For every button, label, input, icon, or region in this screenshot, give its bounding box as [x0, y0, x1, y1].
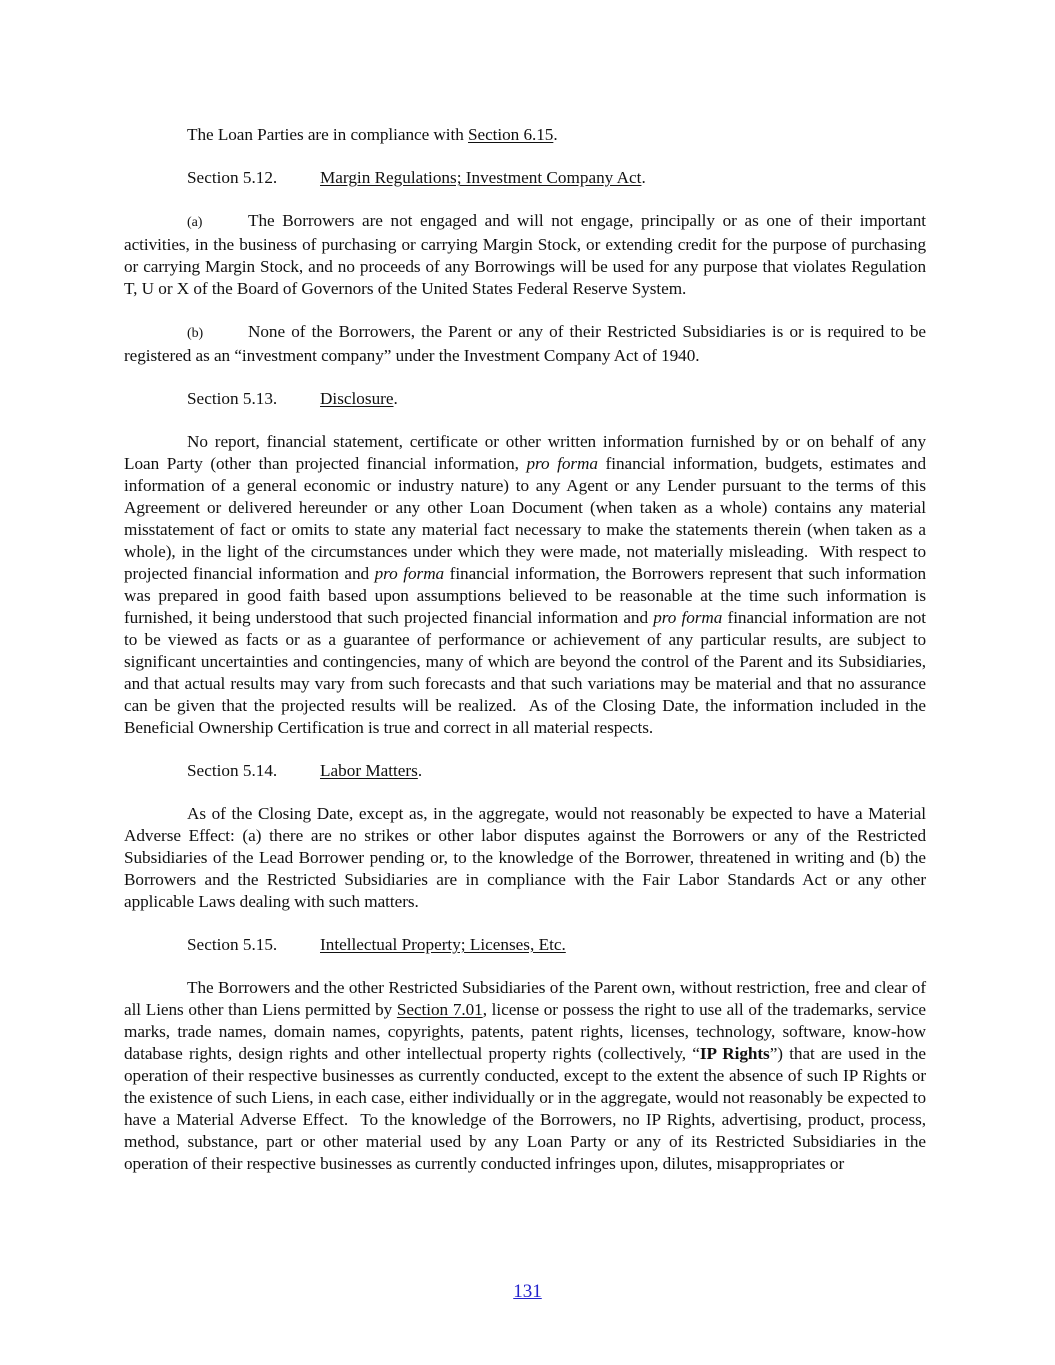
section-5-14-title: Labor Matters	[320, 761, 418, 780]
page-footer	[0, 1280, 1055, 1304]
section-6-15-reference[interactable]: Section 6.15	[468, 125, 554, 144]
section-5-12-title: Margin Regulations; Investment Company Act	[320, 168, 642, 187]
section-5-14-body: As of the Closing Date, except as, in the aggregate, would not reasonably be expected to have a Material Adverse Effect: (a) there are no strikes or other labor disputes against the Borrowers or any of the Restricted Subsidiaries of the Lead Borrower pending or, to the knowledge of the Borrower, threatened in writing and (b) the Borrowers and the Restricted Subsidiaries are in compliance with the Fair Labor Standards Act or any other applicable Laws dealing with such matters.	[124, 804, 926, 911]
section-5-15-heading: Section 5.15. Intellectual Property; Licenses, Etc.	[187, 935, 566, 954]
section-5-12-para-b: (b) None of the Borrowers, the Parent or any of their Restricted Subsidiaries is or is required to be registered as an “investment company” under the Investment Company Act of 1940.	[124, 322, 926, 365]
section-5-14-heading: Section 5.14. Labor Matters.	[187, 761, 423, 780]
compliance-statement: The Loan Parties are in compliance with Section 6.15.	[187, 125, 558, 144]
section-7-01-reference[interactable]: Section 7.01	[396, 1000, 483, 1019]
section-5-12-heading: Section 5.12. Margin Regulations; Investment Company Act.	[187, 168, 646, 187]
ip-rights-defined-term: IP Rights	[699, 1044, 770, 1063]
section-5-13-heading: Section 5.13. Disclosure.	[187, 389, 398, 408]
para-a-marker: (a)	[187, 215, 203, 230]
section-5-15-body: The Borrowers and the other Restricted Subsidiaries of the Parent own, without restriction, free and clear of all Liens other than Liens permitted by Section 7.01, license or possess the right to use all of the trademarks, service marks, trade names, domain names, copyrights, patents, patent rights, licenses, technology, software, know-how database rights, design rights and other intellectual property rights (collectively, “IP Rights”) that are used in the operation of their respective businesses as currently conducted, except to the extent the absence of such IP Rights or the existence of such Liens, in each case, either individually or in the aggregate, would not reasonably be expected to have a Material Adverse Effect. To the knowledge of the Borrowers, no IP Rights, advertising, product, process, method, substance, part or other material used by any Loan Party or any of its Restricted Subsidiaries in the operation of their respective businesses as currently conducted infringes upon, dilutes, misappropriates or	[124, 978, 927, 1173]
section-5-13-body: No report, financial statement, certificate or other written information furnished by or on behalf of any Loan Party (other than projected financial information, pro forma financial information, budgets, estimates and information of a general economic or industry nature) to any Agent or any Lender pursuant to the terms of this Agreement or delivered hereunder or any other Loan Document (when taken as a whole) contains any material misstatement of fact or omits to state any material fact necessary to make the statements therein (when taken as a whole), in the light of the circumstances under which they were made, not materially misleading. With respect to projected financial information and pro forma financial information, the Borrowers represent that such information was prepared in good faith based upon assumptions believed to be reasonable at the time such information is furnished, it being understood that such projected financial information and pro forma financial information are not to be viewed as facts or as a guarantee of performance or achievement of any particular results, are subject to significant uncertainties and contingencies, many of which are beyond the control of the Parent and its Subsidiaries, and that actual results may vary from such forecasts and that such variations may be material and that no assurance can be given that the projected results will be realized. As of the Closing Date, the information included in the Beneficial Ownership Certification is true and correct in all material respects.	[124, 432, 927, 737]
para-b-marker: (b)	[187, 326, 204, 341]
section-5-12-para-a: (a) The Borrowers are not engaged and will not engage, principally or as one of their important activities, in the business of purchasing or carrying Margin Stock, or extending credit for the purpose of purchasing or carrying Margin Stock, and no proceeds of any Borrowings will be used for any purpose that violates Regulation T, U or X of the Board of Governors of the United States Federal Reserve System.	[124, 211, 926, 298]
section-5-13-title: Disclosure	[320, 389, 394, 408]
page-number-link[interactable]: 131	[513, 1281, 542, 1302]
document-page	[124, 124, 926, 1175]
section-5-15-title: Intellectual Property; Licenses, Etc.	[320, 935, 566, 954]
